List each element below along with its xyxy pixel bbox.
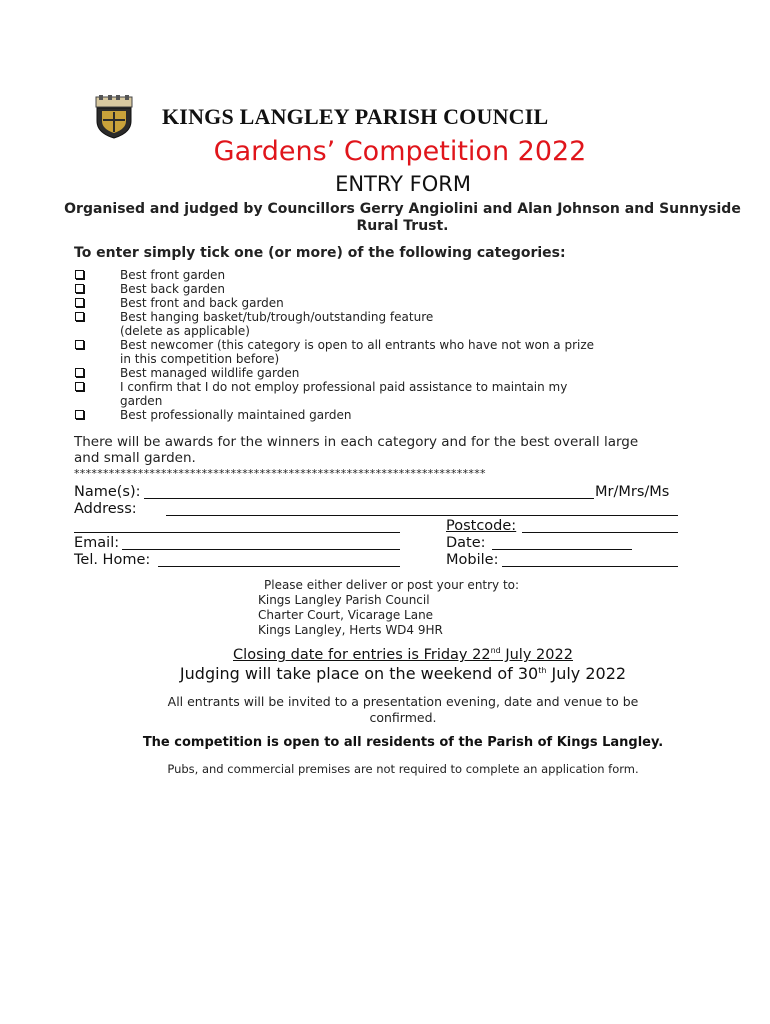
category-note: in this competition before)	[120, 352, 280, 366]
postal-address-block	[258, 578, 558, 638]
category-checkbox[interactable]	[75, 410, 84, 419]
closing-date-suffix: nd	[490, 646, 501, 655]
exclusion-text: Pubs, and commercial premises are not required to complete an application form.	[167, 762, 639, 776]
category-label: I confirm that I do not employ professional paid assistance to maintain my	[120, 380, 568, 394]
instructions-heading: To enter simply tick one (or more) of the following categories:	[74, 245, 566, 261]
category-note: (delete as applicable)	[120, 324, 250, 338]
awards-text: There will be awards for the winners in each category and for the best overall large and small garden.	[74, 434, 639, 466]
email-label: Email:	[74, 535, 120, 551]
closing-date-text: Closing date for entries is Friday 22	[233, 647, 491, 663]
category-label: Best back garden	[120, 282, 226, 296]
date-label: Date:	[446, 535, 486, 551]
closing-date	[0, 646, 770, 663]
invite-text: All entrants will be invited to a presentation evening, date and venue to be confirmed.	[167, 694, 639, 725]
postcode-field[interactable]	[522, 532, 678, 533]
category-list	[74, 268, 674, 422]
name-label: Name(s):	[74, 484, 141, 500]
category-label: Best managed wildlife garden	[120, 366, 300, 380]
category-checkbox[interactable]	[75, 298, 84, 307]
page-title: Gardens’ Competition 2022	[213, 136, 587, 167]
judging-date	[0, 664, 770, 683]
mobile-field[interactable]	[502, 566, 678, 567]
address-label: Address:	[74, 501, 137, 517]
tel-home-field[interactable]	[158, 566, 400, 567]
address-line: Charter Court, Vicarage Lane	[258, 608, 434, 622]
category-note: garden	[120, 394, 163, 408]
date-field[interactable]	[492, 549, 632, 550]
name-field[interactable]	[144, 498, 594, 499]
title-options: Mr/Mrs/Ms	[595, 484, 670, 500]
category-label: Best professionally maintained garden	[120, 408, 352, 422]
category-item	[74, 296, 674, 310]
address-line: Kings Langley, Herts WD4 9HR	[258, 623, 443, 637]
address-line: Kings Langley Parish Council	[258, 593, 430, 607]
entry-form-fields	[74, 482, 684, 572]
category-item	[74, 380, 674, 408]
category-label: Best hanging basket/tub/trough/outstanding feature	[120, 310, 434, 324]
category-checkbox[interactable]	[75, 312, 84, 321]
category-label: Best front garden	[120, 268, 226, 282]
judging-date-suffix: th	[538, 666, 547, 675]
closing-date-month: July 2022	[500, 647, 573, 663]
eligibility-text: The competition is open to all residents of the Parish of Kings Langley.	[142, 735, 664, 750]
separator: ***********************************************************************	[74, 467, 486, 480]
mobile-label: Mobile:	[446, 552, 499, 568]
category-item	[74, 268, 674, 282]
form-subtitle: ENTRY FORM	[335, 172, 471, 196]
category-checkbox[interactable]	[75, 270, 84, 279]
category-checkbox[interactable]	[75, 368, 84, 377]
category-item	[74, 366, 674, 380]
email-field[interactable]	[122, 549, 400, 550]
category-checkbox[interactable]	[75, 382, 84, 391]
tel-home-label: Tel. Home:	[74, 552, 151, 568]
post-intro: Please either deliver or post your entry to:	[264, 578, 520, 592]
category-item	[74, 282, 674, 296]
organised-by-text: Organised and judged by Councillors Gerry Angiolini and Alan Johnson and Sunnyside Rural Trust.	[64, 201, 741, 234]
council-name: KINGS LANGLEY PARISH COUNCIL	[162, 104, 549, 129]
category-item	[74, 310, 674, 338]
category-checkbox[interactable]	[75, 340, 84, 349]
postcode-label: Postcode:	[446, 518, 517, 534]
address-field[interactable]	[166, 515, 678, 516]
judging-date-month: July 2022	[546, 664, 627, 683]
category-checkbox[interactable]	[75, 284, 84, 293]
category-label: Best front and back garden	[120, 296, 284, 310]
parish-crest-icon	[94, 95, 134, 139]
category-label: Best newcomer (this category is open to all entrants who have not won a prize	[120, 338, 595, 352]
address-field-line-2[interactable]	[74, 532, 400, 533]
judging-date-text: Judging will take place on the weekend of 30	[179, 664, 539, 683]
category-item	[74, 408, 674, 422]
category-item	[74, 338, 674, 366]
